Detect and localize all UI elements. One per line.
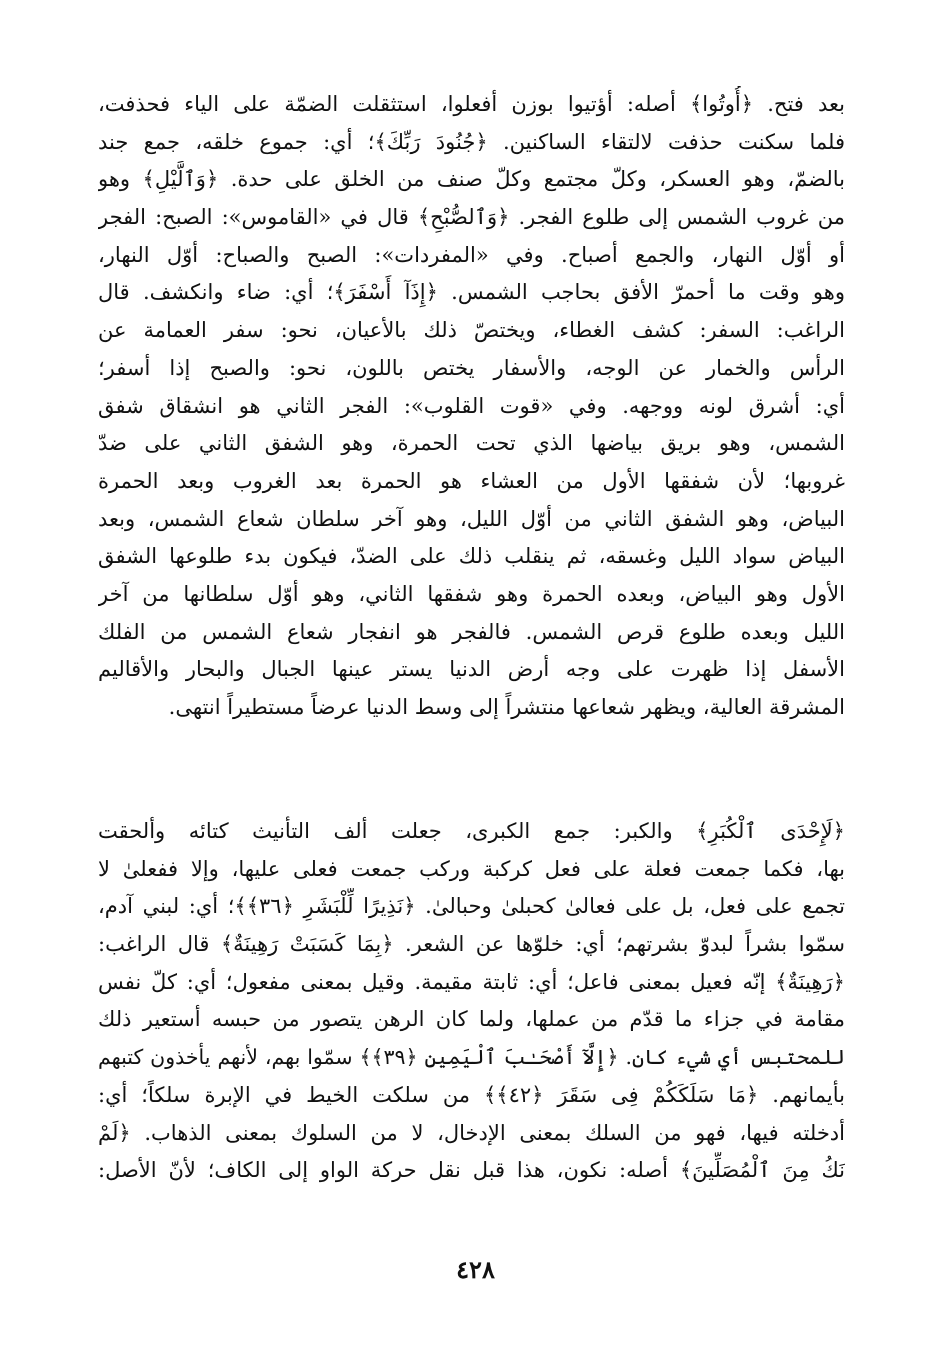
- text-line: وهو وقت ما أحمرّ الأفق بحاجب الشمس. ﴿إِذَآ أَسْفَرَ﴾؛ أي: ضاء وانكشف. قال: [98, 280, 845, 305]
- text-line: بأيمانهم. ﴿مَا سَلَكَكُمْ فِى سَقَرَ ﴿٤٢﴾﴾ من سلكت الخيط في الإبرة سلكاً؛ أي:: [98, 1082, 845, 1107]
- paragraph-dawn-commentary: [98, 86, 845, 727]
- text-line: الشمس، وهو بريق بياضها الذي تحت الحمرة، وهو الشفق الثاني على ضدّ: [98, 431, 845, 456]
- text-line: أدخلته فيها، فهو من السلك بمعنى الإدخال، لا من السلوك بمعنى الذهاب. ﴿لَمْ: [98, 1120, 845, 1145]
- text-line: للمحتبس أي شيء كان. ﴿إِلَّآ أَصْحَـٰبَ ٱلْيَمِينِ ﴿٣٩﴾﴾ سمّوا بهم، لأنهم يأخذون كتبهم: [98, 1045, 845, 1070]
- text-line: بالضمّ، وهو العسكر، وكلّ مجتمع وكلّ صنف من الخلق على حدة. ﴿وَٱلَّيْلِ﴾ وهو: [98, 167, 845, 192]
- text-line: أو أوّل النهار، والجمع أصباح. وفي «المفردات»: الصبح والصباح: أوّل النهار،: [98, 242, 845, 267]
- text-line: أي: أشرق لونه ووجهه. وفي «قوت القلوب»: الفجر الثاني هو انشقاق شفق: [98, 393, 845, 418]
- text-line: سمّوا بشراً لبدوّ بشرتهم؛ أي: خلوّها عن الشعر. ﴿بِمَا كَسَبَتْ رَهِينَةٌ﴾ قال الراغب:: [98, 932, 845, 957]
- text-line: ﴿لَإِحْدَى ٱلْكُبَرِ﴾ والكبر: جمع الكبرى، جعلت ألف التأنيث كتائه وألحقت: [98, 819, 845, 843]
- text-line: بها، فكما جمعت فعلة على فعل كركبة وركب جمعت فعلى عليها، وإلا ففعلىٰ لا: [98, 856, 845, 881]
- text-line: بعد فتح. ﴿أُوتُوا﴾ أصله: أؤتيوا بوزن أفعلوا، استثقلت الضمّة على الياء فحذفت،: [98, 92, 845, 116]
- text-line: الأسفل إذا ظهرت على وجه أرض الدنيا يستر عينها الجبال والبحار والأقاليم: [98, 657, 845, 682]
- text-line: ﴿رَهِينَةٌ﴾ إنّه فعيل بمعنى فاعل؛ أي: ثابتة مقيمة. وقيل بمعنى مفعول؛ أي: كلّ نفس: [98, 969, 845, 994]
- text-line: الرأس والخمار عن الوجه، والأسفار يختص باللون، نحو: والصبح إذا أسفر؛: [98, 355, 845, 380]
- page-number: ٤٢٨: [456, 1255, 495, 1284]
- text-line: البياض، وهو الشفق الثاني من أوّل الليل، وهو آخر سلطان شعاع الشمس، وبعد: [98, 506, 845, 531]
- text-line: نَكُ مِنَ ٱلْمُصَلِّينَ﴾ أصله: نكون، هذا قبل نقل حركة الواو إلى الكاف؛ لأنّ الأصل:: [98, 1158, 845, 1183]
- paragraph-kubar-commentary: [98, 813, 845, 1190]
- text-line: الأول وهو البياض، وبعده الحمرة وهو شفقها الثاني، وهو أوّل سلطانها من آخر: [98, 581, 845, 606]
- text-line: البياض سواد الليل وغسقه، ثم ينقلب ذلك على الضدّ، فيكون بدء طلوعها الشفق: [98, 544, 845, 569]
- text-line: الليل وبعده طلوع قرص الشمس. فالفجر هو انفجار شعاع الشمس من الفلك: [98, 619, 845, 644]
- text-line: غروبها؛ لأن شفقها الأول من العشاء هو الحمرة بعد الغروب وبعد الحمرة: [98, 468, 845, 493]
- text-line: فلما سكنت حذفت لالتقاء الساكنين. ﴿جُنُودَ رَبِّكَ﴾؛ أي: جموع خلقه، جمع جند: [98, 129, 845, 154]
- text-line: الراغب: السفر: كشف الغطاء، ويختصّ ذلك بالأعيان، نحو: سفر العمامة عن: [98, 318, 845, 343]
- text-line: المشرقة العالية، ويظهر شعاعها منتشراً إلى وسط الدنيا عرضاً مستطيراً انتهى.: [168, 695, 845, 719]
- text-line: مقامة في جزاء ما قدّم من عملها، ولما كان الرهن يتصور من حبسه أستعير ذلك: [98, 1007, 845, 1032]
- text-line: تجمع على فعل، بل على فعالىٰ كحبلىٰ وحبالىٰ. ﴿نَذِيرًا لِّلْبَشَرِ ﴿٣٦﴾﴾؛ أي: لبني آدم،: [98, 894, 845, 919]
- text-line: من غروب الشمس إلى طلوع الفجر. ﴿وَٱلصُّبْحِ﴾ قال في «القاموس»: الصبح: الفجر: [98, 205, 845, 230]
